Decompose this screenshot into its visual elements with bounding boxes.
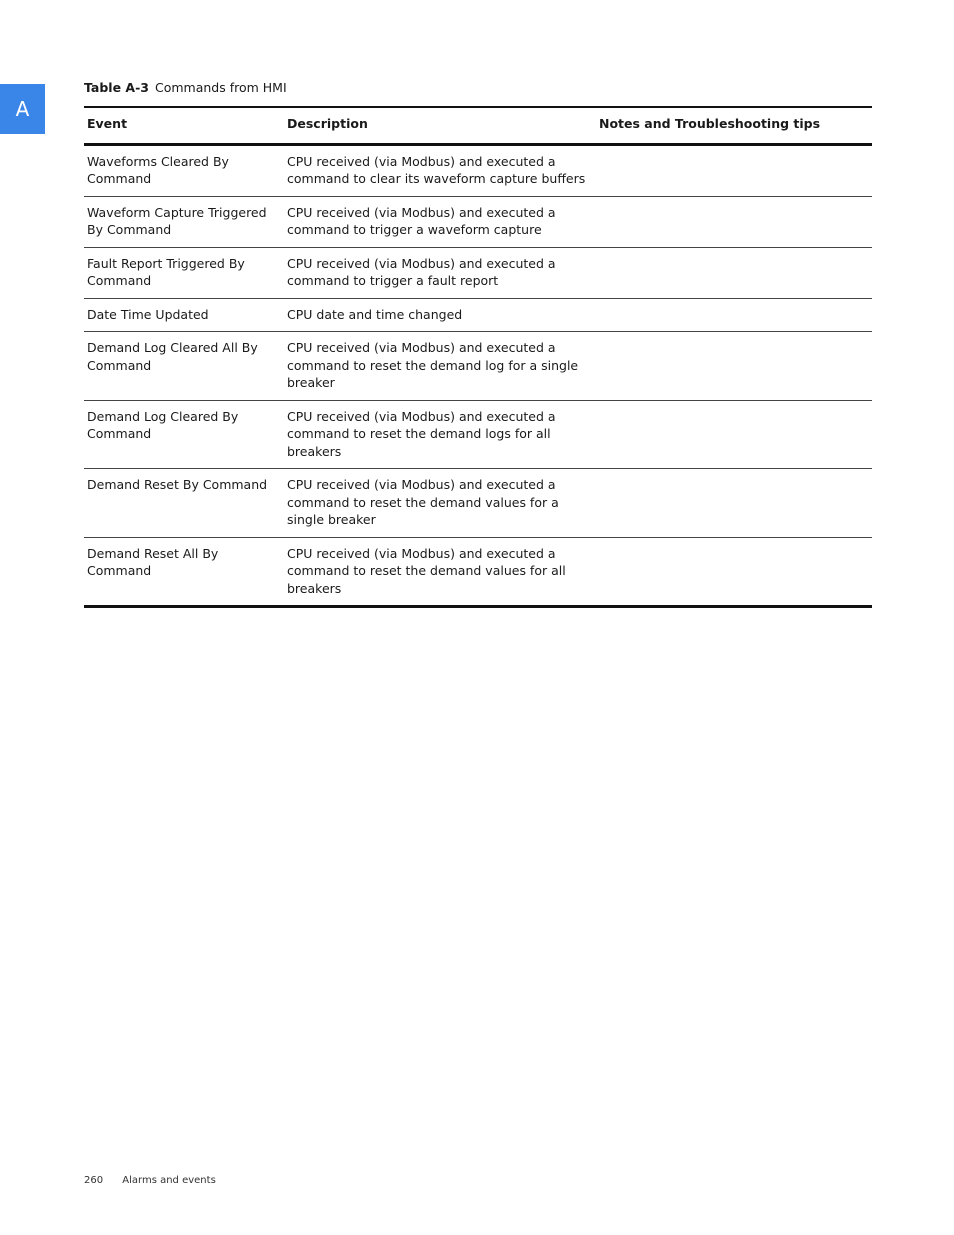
table-row xyxy=(84,537,872,607)
cell-description: CPU received (via Modbus) and executed a command to trigger a waveform capture xyxy=(284,196,596,247)
table-row xyxy=(84,298,872,332)
table-caption xyxy=(84,80,287,95)
cell-notes xyxy=(596,196,872,247)
table-row xyxy=(84,469,872,538)
cell-event: Demand Reset By Command xyxy=(84,469,284,538)
cell-event: Waveforms Cleared By Command xyxy=(84,144,284,196)
cell-notes xyxy=(596,144,872,196)
cell-event: Demand Log Cleared All By Command xyxy=(84,332,284,401)
chapter-tab xyxy=(0,84,45,134)
cell-notes xyxy=(596,298,872,332)
page-number: 260 xyxy=(84,1175,104,1186)
cell-event: Demand Reset All By Command xyxy=(87,545,219,578)
cell-description: CPU received (via Modbus) and executed a command to reset the demand values for a single breaker xyxy=(284,469,596,538)
table-row xyxy=(84,144,872,196)
header-notes: Notes and Troubleshooting tips xyxy=(596,107,872,144)
cell-event: Fault Report Triggered By Command xyxy=(84,247,284,298)
cell-description: CPU date and time changed xyxy=(284,298,596,332)
footer-section-title: Alarms and events xyxy=(122,1175,216,1186)
cell-event: Date Time Updated xyxy=(84,298,284,332)
header-description: Description xyxy=(284,107,596,144)
table-row xyxy=(84,400,872,469)
chapter-tab-letter: A xyxy=(15,97,30,121)
cell-description: CPU received (via Modbus) and executed a command to reset the demand logs for all breakers xyxy=(284,400,596,469)
commands-table xyxy=(84,106,872,608)
cell-notes xyxy=(596,332,872,401)
page-footer xyxy=(84,1175,216,1186)
cell-description: CPU received (via Modbus) and executed a command to trigger a fault report xyxy=(284,247,596,298)
table-row xyxy=(84,196,872,247)
cell-notes xyxy=(596,469,872,538)
cell-notes xyxy=(596,247,872,298)
table-caption-title: Commands from HMI xyxy=(154,80,287,95)
header-event: Event xyxy=(84,107,284,144)
cell-description: CPU received (via Modbus) and executed a command to reset the demand log for a single breaker xyxy=(284,332,596,401)
cell-event: Waveform Capture Triggered By Command xyxy=(84,196,284,247)
table-row xyxy=(84,247,872,298)
table-caption-label: Table A-3 xyxy=(84,80,149,95)
table-row xyxy=(84,332,872,401)
cell-event: Demand Log Cleared By Command xyxy=(84,400,284,469)
cell-notes xyxy=(596,400,872,469)
cell-description: CPU received (via Modbus) and executed a command to reset the demand values for all breakers xyxy=(287,545,566,596)
table-header-row xyxy=(84,107,872,144)
cell-description: CPU received (via Modbus) and executed a command to clear its waveform capture buffers xyxy=(284,144,596,196)
cell-notes xyxy=(596,537,872,607)
